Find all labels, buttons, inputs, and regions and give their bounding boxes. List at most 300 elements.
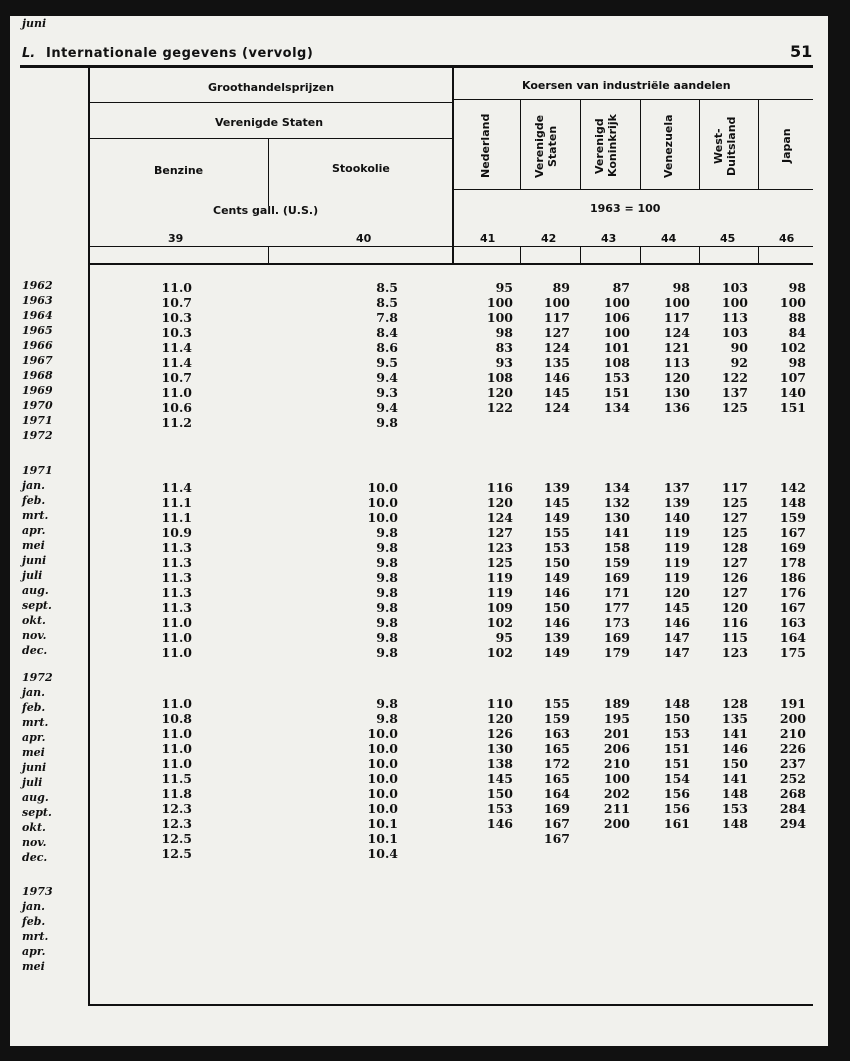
- table-cell: 134: [603, 480, 630, 495]
- table-cell: [473, 415, 513, 430]
- table-cell: 100: [779, 295, 806, 310]
- table-cell: 89: [552, 280, 570, 295]
- table-cell: [590, 931, 630, 946]
- table-cell: 8.6: [376, 340, 398, 355]
- col-wd-heading: West- Duitsland: [712, 116, 738, 176]
- table-cell: 165: [543, 771, 570, 786]
- row-label: apr.: [22, 731, 46, 744]
- table-cell: 268: [779, 786, 806, 801]
- row-label: feb.: [22, 701, 46, 714]
- table-cell: [590, 901, 630, 916]
- table-cell: [152, 961, 192, 976]
- table-cell: 9.5: [376, 355, 398, 370]
- table-cell: [650, 831, 690, 846]
- table-cell: 119: [663, 540, 690, 555]
- table-cell: [650, 846, 690, 861]
- table-cell: [766, 831, 806, 846]
- table-cell: 11.4: [161, 355, 192, 370]
- table-cell: 11.0: [161, 741, 192, 756]
- col-stookolie-heading: Stookolie: [332, 162, 390, 175]
- table-cell: [530, 861, 570, 876]
- table-cell: 126: [721, 570, 748, 585]
- table-cell: [708, 861, 748, 876]
- table-cell: 119: [663, 555, 690, 570]
- table-cell: [650, 901, 690, 916]
- table-cell: [766, 901, 806, 916]
- section-letter: L.: [22, 46, 36, 61]
- table-cell: 11.4: [161, 480, 192, 495]
- table-cell: 179: [603, 645, 630, 660]
- table-cell: [590, 16, 630, 31]
- table-cell: 146: [543, 585, 570, 600]
- table-cell: 237: [779, 756, 806, 771]
- table-cell: 8.5: [376, 280, 398, 295]
- table-cell: [473, 430, 513, 445]
- table-cell: [530, 886, 570, 901]
- table-cell: 158: [603, 540, 630, 555]
- row-label: jan.: [22, 900, 45, 913]
- table-cell: 10.7: [161, 370, 192, 385]
- table-cell: 120: [663, 370, 690, 385]
- table-cell: 147: [663, 630, 690, 645]
- table-cell: 130: [663, 385, 690, 400]
- divider-39-40: [268, 246, 269, 264]
- col-venezuela-heading: Venezuela: [662, 114, 675, 178]
- table-cell: [766, 931, 806, 946]
- table-cell: [152, 861, 192, 876]
- bottom-rule: [88, 1004, 813, 1006]
- table-cell: [708, 430, 748, 445]
- table-cell: 125: [721, 525, 748, 540]
- rule-under-verenigde-staten: [90, 138, 452, 139]
- row-label: sept.: [22, 599, 52, 612]
- divider-num-42: [580, 246, 581, 264]
- table-cell: 146: [486, 816, 513, 831]
- table-cell: 100: [603, 325, 630, 340]
- table-cell: 123: [721, 645, 748, 660]
- table-cell: 156: [663, 786, 690, 801]
- table-cell: [650, 961, 690, 976]
- row-label: feb.: [22, 494, 46, 507]
- table-cell: [152, 430, 192, 445]
- table-cell: 100: [486, 295, 513, 310]
- row-label: 1969: [22, 384, 53, 397]
- table-cell: [766, 946, 806, 961]
- table-cell: 136: [663, 400, 690, 415]
- table-cell: 145: [486, 771, 513, 786]
- row-label: mei: [22, 539, 45, 552]
- table-cell: 150: [543, 600, 570, 615]
- table-cell: 139: [663, 495, 690, 510]
- table-cell: 119: [486, 570, 513, 585]
- table-cell: [473, 916, 513, 931]
- table-cell: 167: [779, 525, 806, 540]
- table-cell: [650, 465, 690, 480]
- table-cell: [530, 961, 570, 976]
- divider-num-41: [520, 246, 521, 264]
- table-cell: 169: [603, 570, 630, 585]
- table-cell: 10.0: [367, 480, 398, 495]
- table-cell: [473, 931, 513, 946]
- table-cell: [590, 946, 630, 961]
- table-cell: 155: [543, 525, 570, 540]
- table-cell: 11.0: [161, 630, 192, 645]
- table-cell: 116: [721, 615, 748, 630]
- page-title: Internationale gegevens (vervolg): [46, 46, 314, 61]
- stub-divider: [88, 68, 90, 1004]
- table-cell: 119: [663, 570, 690, 585]
- table-cell: 122: [721, 370, 748, 385]
- table-cell: 9.8: [376, 615, 398, 630]
- table-cell: 12.5: [161, 831, 192, 846]
- table-cell: 83: [495, 340, 513, 355]
- table-cell: 100: [486, 310, 513, 325]
- table-cell: 11.3: [161, 585, 192, 600]
- table-cell: 200: [779, 711, 806, 726]
- table-cell: 11.1: [161, 495, 192, 510]
- row-label: 1967: [22, 354, 53, 367]
- table-cell: [358, 901, 398, 916]
- table-cell: 145: [663, 600, 690, 615]
- table-cell: [590, 831, 630, 846]
- table-cell: 10.0: [367, 801, 398, 816]
- table-cell: [358, 861, 398, 876]
- row-label: okt.: [22, 821, 46, 834]
- table-cell: 113: [663, 355, 690, 370]
- col-vk-heading: Verenigd Koninkrijk: [593, 114, 619, 178]
- table-cell: 195: [603, 711, 630, 726]
- table-cell: 137: [721, 385, 748, 400]
- table-cell: 176: [779, 585, 806, 600]
- table-cell: 151: [603, 385, 630, 400]
- rule-under-koersen: [454, 99, 813, 100]
- row-label: 1963: [22, 294, 53, 307]
- row-label: nov.: [22, 629, 47, 642]
- table-cell: [590, 916, 630, 931]
- table-cell: 10.6: [161, 400, 192, 415]
- table-cell: 126: [486, 726, 513, 741]
- table-cell: 12.3: [161, 801, 192, 816]
- table-cell: 124: [543, 400, 570, 415]
- table-cell: 146: [543, 370, 570, 385]
- table-cell: 173: [603, 615, 630, 630]
- table-cell: [590, 465, 630, 480]
- table-cell: 8.5: [376, 295, 398, 310]
- col-number: 39: [168, 232, 184, 245]
- row-label: mrt.: [22, 509, 49, 522]
- table-cell: [708, 846, 748, 861]
- table-cell: 11.0: [161, 645, 192, 660]
- table-cell: 165: [543, 741, 570, 756]
- table-cell: 159: [603, 555, 630, 570]
- table-cell: 11.0: [161, 385, 192, 400]
- divider-44: [699, 100, 700, 190]
- col-nederland-heading: Nederland: [479, 113, 492, 179]
- table-cell: 9.8: [376, 696, 398, 711]
- table-cell: 150: [486, 786, 513, 801]
- table-cell: 11.1: [161, 510, 192, 525]
- table-cell: 10.0: [367, 786, 398, 801]
- table-cell: 226: [779, 741, 806, 756]
- table-cell: 109: [486, 600, 513, 615]
- table-cell: [708, 931, 748, 946]
- table-cell: 120: [721, 600, 748, 615]
- table-cell: 11.0: [161, 696, 192, 711]
- table-cell: 98: [788, 280, 806, 295]
- table-cell: 9.8: [376, 585, 398, 600]
- divider-num-44: [699, 246, 700, 264]
- table-cell: [590, 672, 630, 687]
- table-cell: 9.8: [376, 525, 398, 540]
- table-cell: 169: [543, 801, 570, 816]
- row-label: sept.: [22, 806, 52, 819]
- table-cell: 130: [603, 510, 630, 525]
- table-cell: 95: [495, 630, 513, 645]
- table-cell: [358, 465, 398, 480]
- table-cell: [650, 946, 690, 961]
- table-cell: 122: [486, 400, 513, 415]
- table-cell: [650, 415, 690, 430]
- col-number: 46: [779, 232, 795, 245]
- table-cell: 103: [721, 280, 748, 295]
- table-cell: 98: [788, 355, 806, 370]
- table-cell: 10.3: [161, 310, 192, 325]
- table-cell: 11.3: [161, 540, 192, 555]
- row-label: 1965: [22, 324, 53, 337]
- col-number: 41: [480, 232, 496, 245]
- table-cell: 140: [779, 385, 806, 400]
- table-cell: 148: [721, 816, 748, 831]
- table-cell: 127: [721, 585, 748, 600]
- table-cell: 141: [603, 525, 630, 540]
- table-cell: 9.8: [376, 540, 398, 555]
- col-number: 44: [661, 232, 677, 245]
- table-cell: 120: [486, 711, 513, 726]
- table-cell: 107: [779, 370, 806, 385]
- table-cell: 7.8: [376, 310, 398, 325]
- table-cell: 163: [779, 615, 806, 630]
- table-cell: 161: [663, 816, 690, 831]
- divider-benzine: [268, 138, 269, 206]
- table-cell: 149: [543, 570, 570, 585]
- table-cell: 200: [603, 816, 630, 831]
- table-cell: 100: [603, 295, 630, 310]
- table-cell: 119: [486, 585, 513, 600]
- col-number: 40: [356, 232, 372, 245]
- table-cell: 210: [779, 726, 806, 741]
- table-cell: 115: [721, 630, 748, 645]
- page: [10, 16, 828, 1046]
- table-cell: 100: [603, 771, 630, 786]
- table-cell: 206: [603, 741, 630, 756]
- table-cell: 141: [721, 771, 748, 786]
- table-cell: 153: [543, 540, 570, 555]
- table-cell: 101: [603, 340, 630, 355]
- table-cell: 159: [543, 711, 570, 726]
- table-cell: 169: [603, 630, 630, 645]
- table-cell: 9.8: [376, 600, 398, 615]
- table-cell: 10.0: [367, 741, 398, 756]
- table-cell: 153: [663, 726, 690, 741]
- table-cell: [766, 415, 806, 430]
- table-cell: 108: [486, 370, 513, 385]
- table-cell: 252: [779, 771, 806, 786]
- table-cell: 119: [663, 525, 690, 540]
- row-label: 1972: [22, 671, 53, 684]
- table-cell: 140: [663, 510, 690, 525]
- table-cell: [530, 931, 570, 946]
- table-cell: 9.8: [376, 645, 398, 660]
- table-cell: 8.4: [376, 325, 398, 340]
- col-number: 42: [541, 232, 557, 245]
- table-cell: 103: [721, 325, 748, 340]
- table-cell: [650, 931, 690, 946]
- table-cell: [358, 16, 398, 31]
- row-label: nov.: [22, 836, 47, 849]
- table-cell: 149: [543, 510, 570, 525]
- table-cell: 12.5: [161, 846, 192, 861]
- table-cell: 139: [543, 480, 570, 495]
- row-label: okt.: [22, 614, 46, 627]
- row-label: jan.: [22, 479, 45, 492]
- table-cell: 148: [779, 495, 806, 510]
- table-cell: 88: [788, 310, 806, 325]
- table-cell: 167: [543, 831, 570, 846]
- row-label: mei: [22, 960, 45, 973]
- table-cell: 120: [663, 585, 690, 600]
- table-cell: [152, 886, 192, 901]
- table-cell: 134: [603, 400, 630, 415]
- table-cell: 10.9: [161, 525, 192, 540]
- table-cell: 167: [543, 816, 570, 831]
- table-cell: 10.8: [161, 711, 192, 726]
- table-cell: 139: [543, 630, 570, 645]
- table-cell: 135: [721, 711, 748, 726]
- table-cell: [358, 886, 398, 901]
- table-cell: [590, 846, 630, 861]
- divider-num-45: [758, 246, 759, 264]
- unit-left-heading: Cents gall. (U.S.): [213, 204, 319, 217]
- row-label: 1962: [22, 279, 53, 292]
- table-cell: 110: [486, 696, 513, 711]
- table-cell: 120: [486, 495, 513, 510]
- table-cell: [152, 465, 192, 480]
- table-cell: 186: [779, 570, 806, 585]
- subgroup-left-heading: Verenigde Staten: [215, 116, 324, 129]
- table-cell: 189: [603, 696, 630, 711]
- table-cell: 150: [721, 756, 748, 771]
- rule-under-groothandel: [90, 102, 452, 103]
- table-cell: 163: [543, 726, 570, 741]
- table-cell: 153: [603, 370, 630, 385]
- table-cell: 191: [779, 696, 806, 711]
- table-cell: [766, 886, 806, 901]
- row-label: 1964: [22, 309, 53, 322]
- table-cell: [650, 886, 690, 901]
- table-cell: [708, 16, 748, 31]
- table-cell: 121: [663, 340, 690, 355]
- table-cell: 125: [486, 555, 513, 570]
- table-cell: [473, 831, 513, 846]
- table-cell: 169: [779, 540, 806, 555]
- table-cell: 102: [779, 340, 806, 355]
- table-cell: 117: [663, 310, 690, 325]
- table-cell: 10.7: [161, 295, 192, 310]
- table-cell: 141: [721, 726, 748, 741]
- table-cell: [152, 16, 192, 31]
- top-rule: [20, 65, 813, 68]
- row-label: juli: [22, 569, 43, 582]
- table-cell: 130: [486, 741, 513, 756]
- table-cell: [708, 465, 748, 480]
- table-cell: 11.3: [161, 600, 192, 615]
- table-cell: 116: [486, 480, 513, 495]
- table-cell: [152, 672, 192, 687]
- table-cell: [473, 846, 513, 861]
- table-cell: 93: [495, 355, 513, 370]
- table-cell: [708, 415, 748, 430]
- table-cell: [650, 861, 690, 876]
- table-cell: 164: [779, 630, 806, 645]
- table-cell: [358, 672, 398, 687]
- table-cell: 10.0: [367, 510, 398, 525]
- table-cell: [530, 430, 570, 445]
- col-number: 45: [720, 232, 736, 245]
- table-cell: 11.3: [161, 570, 192, 585]
- table-cell: 9.8: [376, 555, 398, 570]
- table-cell: [530, 846, 570, 861]
- table-cell: 167: [779, 600, 806, 615]
- table-cell: 132: [603, 495, 630, 510]
- table-cell: 128: [721, 696, 748, 711]
- table-cell: 142: [779, 480, 806, 495]
- table-cell: 87: [612, 280, 630, 295]
- table-cell: 127: [721, 555, 748, 570]
- divider-num-43: [640, 246, 641, 264]
- table-cell: 9.4: [376, 400, 398, 415]
- table-cell: 9.8: [376, 630, 398, 645]
- row-label: 1966: [22, 339, 53, 352]
- table-cell: 124: [663, 325, 690, 340]
- table-cell: 175: [779, 645, 806, 660]
- row-label: aug.: [22, 791, 49, 804]
- table-cell: [358, 946, 398, 961]
- table-cell: 11.8: [161, 786, 192, 801]
- table-cell: 127: [721, 510, 748, 525]
- table-cell: 9.3: [376, 385, 398, 400]
- table-cell: [152, 916, 192, 931]
- table-cell: 113: [721, 310, 748, 325]
- table-cell: 211: [603, 801, 630, 816]
- table-cell: [473, 465, 513, 480]
- col-number: 43: [601, 232, 617, 245]
- page-number: 51: [790, 42, 813, 61]
- table-cell: 9.8: [376, 570, 398, 585]
- table-cell: 156: [663, 801, 690, 816]
- table-cell: [530, 901, 570, 916]
- header-bottom-rule: [88, 246, 813, 247]
- table-cell: 10.3: [161, 325, 192, 340]
- table-cell: 11.0: [161, 280, 192, 295]
- row-label: dec.: [22, 851, 48, 864]
- col-japan-heading: Japan: [780, 128, 793, 164]
- table-cell: 10.0: [367, 726, 398, 741]
- table-cell: [530, 16, 570, 31]
- table-cell: 100: [663, 295, 690, 310]
- table-cell: [766, 846, 806, 861]
- table-cell: 123: [486, 540, 513, 555]
- row-label: 1971: [22, 414, 53, 427]
